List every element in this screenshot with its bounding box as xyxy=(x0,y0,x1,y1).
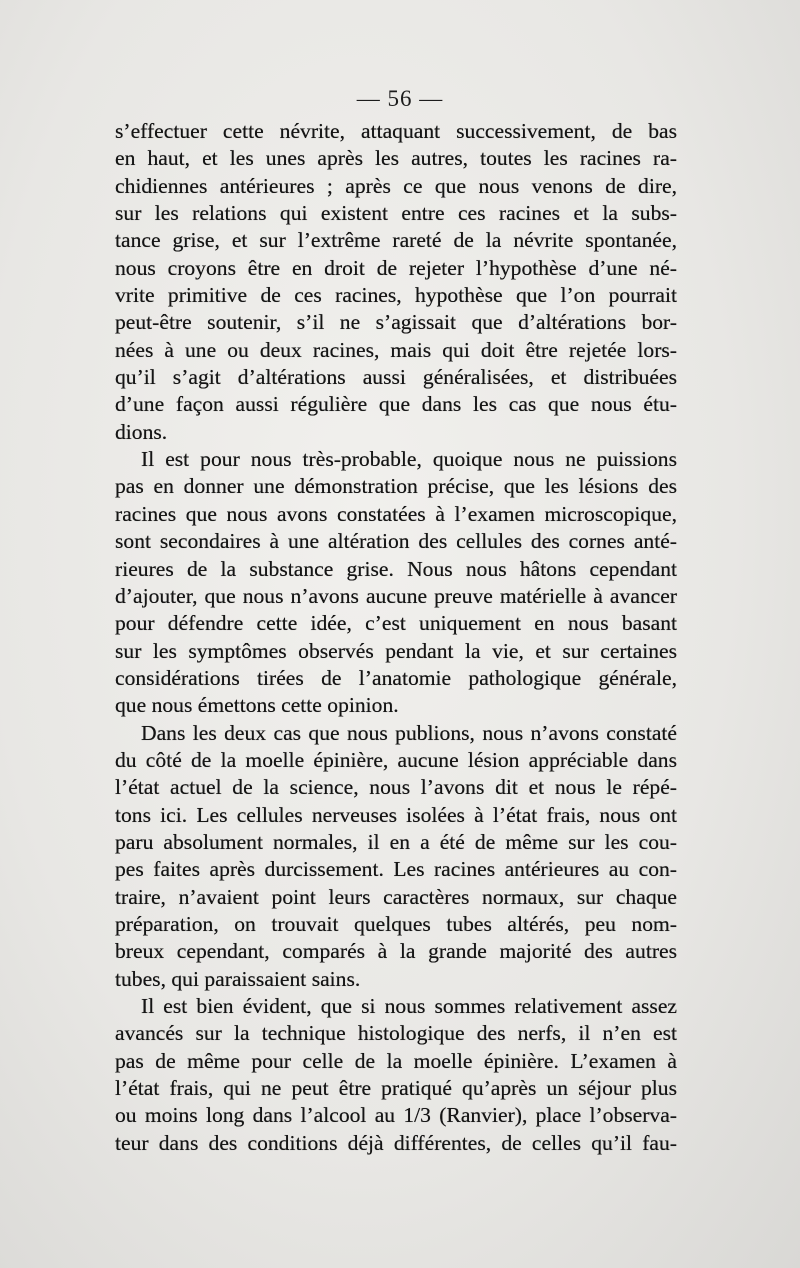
text-line: s’effectuer cette névrite, attaquant successivement, de bas xyxy=(115,119,677,143)
text-line: l’état frais, qui ne peut être pratiqué qu’après un séjour plus xyxy=(115,1076,677,1101)
text-line: rieures de la substance grise. Nous nous hâtons cependant xyxy=(115,556,677,581)
text-line: teur dans des conditions déjà différentes, de celles qu’il fau- xyxy=(115,1130,677,1155)
text-line: dions. xyxy=(115,419,168,444)
text-line: tubes, qui paraissaient sains. xyxy=(115,966,361,991)
text-line: sur les symptômes observés pendant la vie, et sur certaines xyxy=(115,638,677,663)
body-text xyxy=(115,118,677,1157)
text-line: sont secondaires à une altération des cellules des cornes anté- xyxy=(115,529,677,554)
text-line: traire, n’avaient point leurs caractères normaux, sur chaque xyxy=(115,884,677,909)
text-line: ou moins long dans l’alcool au 1/3 (Ranvier), place l’observa- xyxy=(115,1103,677,1128)
text-line: en haut, et les unes après les autres, toutes les racines ra- xyxy=(115,146,677,171)
text-line: chidiennes antérieures ; après ce que nous venons de dire, xyxy=(115,173,677,198)
text-line: considérations tirées de l’anatomie pathologique générale, xyxy=(115,665,677,690)
text-line: breux cependant, comparés à la grande majorité des autres xyxy=(115,939,677,964)
text-line: sur les relations qui existent entre ces racines et la subs- xyxy=(115,201,677,226)
text-line: Il est pour nous très-probable, quoique nous ne puissions xyxy=(141,447,677,472)
text-line: d’ajouter, que nous n’avons aucune preuve matérielle à avancer xyxy=(115,583,677,608)
text-line: tons ici. Les cellules nerveuses isolées à l’état frais, nous ont xyxy=(115,802,677,827)
text-line: pas en donner une démonstration précise, que les lésions des xyxy=(115,474,677,499)
text-line: avancés sur la technique histologique des nerfs, il n’en est xyxy=(115,1021,677,1046)
page-number: — 56 — xyxy=(356,86,444,111)
text-line: racines que nous avons constatées à l’examen microscopique, xyxy=(115,501,677,526)
text-line: d’une façon aussi régulière que dans les cas que nous étu- xyxy=(115,392,677,417)
text-line: pour défendre cette idée, c’est uniquement en nous basant xyxy=(115,611,677,636)
text-line: préparation, on trouvait quelques tubes altérés, peu nom- xyxy=(115,911,677,936)
text-line: peut-être soutenir, s’il ne s’agissait que d’altérations bor- xyxy=(115,310,677,335)
text-line: vrite primitive de ces racines, hypothèse que l’on pourrait xyxy=(115,283,677,308)
text-line: que nous émettons cette opinion. xyxy=(115,693,399,718)
text-line: pas de même pour celle de la moelle épinière. L’examen à xyxy=(115,1048,677,1073)
text-line: paru absolument normales, il en a été de même sur les cou- xyxy=(115,829,677,854)
text-line: nées à une ou deux racines, mais qui doit être rejetée lors- xyxy=(115,337,677,362)
text-line: qu’il s’agit d’altérations aussi généralisées, et distribuées xyxy=(115,365,677,390)
text-line: du côté de la moelle épinière, aucune lésion appréciable dans xyxy=(115,747,677,772)
text-line: pes faites après durcissement. Les racines antérieures au con- xyxy=(115,857,677,882)
text-line: Il est bien évident, que si nous sommes relativement assez xyxy=(141,994,677,1018)
text-line: nous croyons être en droit de rejeter l’hypothèse d’une né- xyxy=(115,255,677,280)
text-line: tance grise, et sur l’extrême rareté de la névrite spontanée, xyxy=(115,228,677,253)
text-line: Dans les deux cas que nous publions, nous n’avons constaté xyxy=(141,720,677,745)
text-line: l’état actuel de la science, nous l’avons dit et nous le répé- xyxy=(115,775,677,800)
